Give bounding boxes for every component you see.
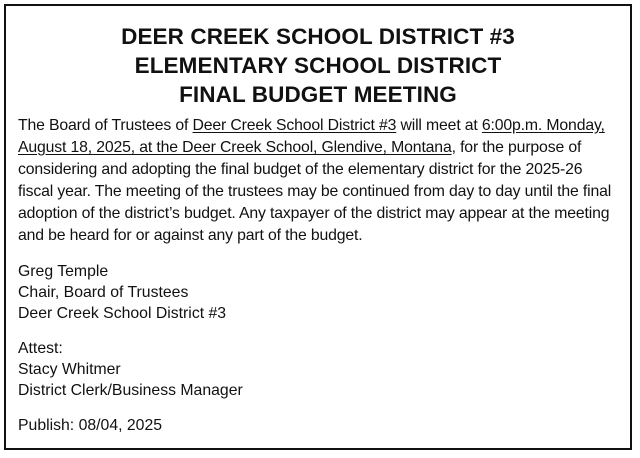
district-name: Deer Creek School District #3 — [192, 117, 397, 134]
notice-body — [18, 115, 618, 247]
legal-notice — [4, 4, 632, 450]
signer-name: Greg Temple — [18, 263, 109, 280]
body-intro: The Board of Trustees of — [18, 117, 193, 134]
publish-date: Publish: 08/04, 2025 — [18, 417, 163, 434]
notice-title-line-1: DEER CREEK SCHOOL DISTRICT #3 — [121, 24, 515, 49]
signature-block — [18, 261, 618, 324]
publish-block — [18, 415, 618, 436]
attest-label: Attest: — [18, 340, 63, 357]
attest-title: District Clerk/Business Manager — [18, 382, 243, 399]
attest-block — [18, 338, 618, 401]
signer-title: Chair, Board of Trustees — [18, 284, 189, 301]
notice-title-line-3: FINAL BUDGET MEETING — [179, 82, 457, 107]
signer-org: Deer Creek School District #3 — [18, 305, 227, 322]
meeting-time-place: 6:00p.m. Monday, August 18, 2025, at the Deer Creek School, Glendive, Montana — [18, 117, 605, 156]
notice-title-line-2: ELEMENTARY SCHOOL DISTRICT — [134, 53, 502, 78]
attest-name: Stacy Whitmer — [18, 361, 121, 378]
body-rest: , for the purpose of considering and adopting the final budget of the elementary district for the 2025-26 fiscal year. The meeting of the trustees may be continued from day to day until the final adoption of the district’s budget. Any taxpayer of the district may appear at the meeting and be heard for or against any part of the budget. — [18, 139, 612, 244]
body-connector: will meet at — [396, 117, 482, 134]
